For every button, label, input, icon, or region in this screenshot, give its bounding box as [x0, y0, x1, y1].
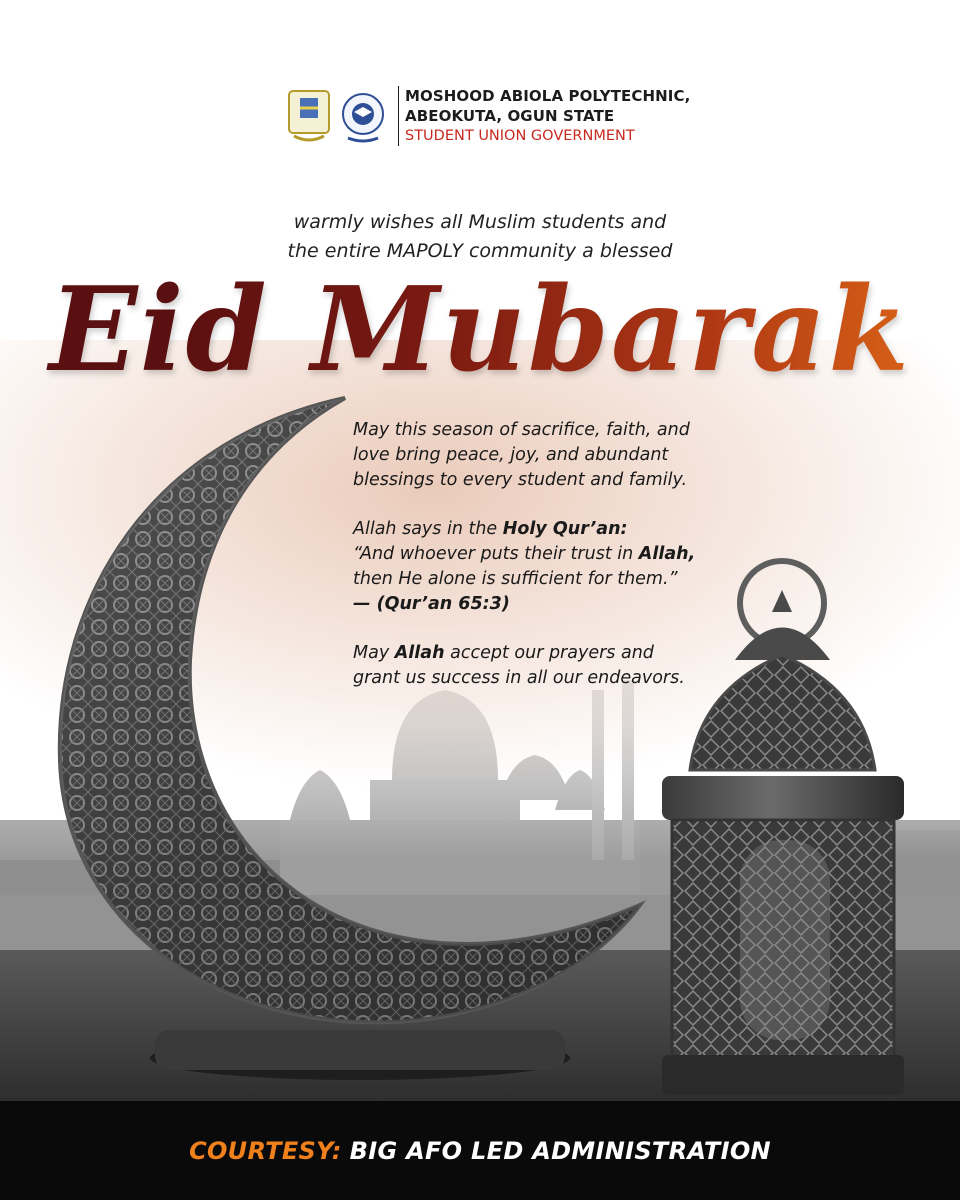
- holy-quran-label: Holy Qur’an:: [502, 519, 628, 539]
- intro-line2: the entire MAPOLY community a blessed: [287, 240, 673, 262]
- polytechnic-logo-icon: [286, 88, 332, 144]
- quote-line1-prefix: “And whoever puts their trust in: [353, 544, 639, 564]
- eid-mubarak-title: Eid Mubarak: [0, 262, 960, 398]
- quote-line1: [353, 542, 773, 567]
- prayer-allah-label: Allah: [394, 643, 445, 663]
- message-line: May this season of sacrifice, faith, and: [353, 420, 690, 440]
- org-name-line1: MOSHOOD ABIOLA POLYTECHNIC,: [405, 87, 691, 105]
- org-subtitle: STUDENT UNION GOVERNMENT: [405, 128, 635, 144]
- intro-line1: warmly wishes all Muslim students and: [293, 211, 667, 233]
- quran-intro-prefix: Allah says in the: [353, 519, 503, 539]
- header-divider: [398, 86, 399, 146]
- org-name: [405, 86, 690, 146]
- courtesy-value: BIG AFO LED ADMINISTRATION: [349, 1136, 771, 1165]
- prayer-prefix: May: [353, 643, 395, 663]
- sug-logo-icon: [340, 88, 386, 144]
- quran-intro-line: [353, 517, 773, 542]
- prayer-line2: grant us success in all our endeavors.: [353, 668, 685, 688]
- prayer-line1: [353, 641, 773, 666]
- quote-allah-label: Allah,: [638, 544, 696, 564]
- greeting-message: [353, 418, 773, 715]
- org-header: [286, 84, 690, 148]
- quote-line2: then He alone is sufficient for them.”: [353, 569, 678, 589]
- org-name-line2: ABEOKUTA, OGUN STATE: [405, 107, 615, 125]
- message-paragraph-2: [353, 517, 773, 617]
- courtesy-label: COURTESY:: [189, 1136, 342, 1165]
- footer-bar: [0, 1101, 960, 1200]
- message-line: love bring peace, joy, and abundant: [353, 445, 669, 465]
- message-paragraph-3: [353, 641, 773, 691]
- footer-courtesy: [189, 1137, 771, 1165]
- intro-text: [0, 208, 960, 266]
- message-paragraph-1: [353, 418, 773, 493]
- prayer-rest: accept our prayers and: [444, 643, 654, 663]
- message-line: blessings to every student and family.: [353, 470, 688, 490]
- quran-citation: — (Qur’an 65:3): [353, 594, 510, 614]
